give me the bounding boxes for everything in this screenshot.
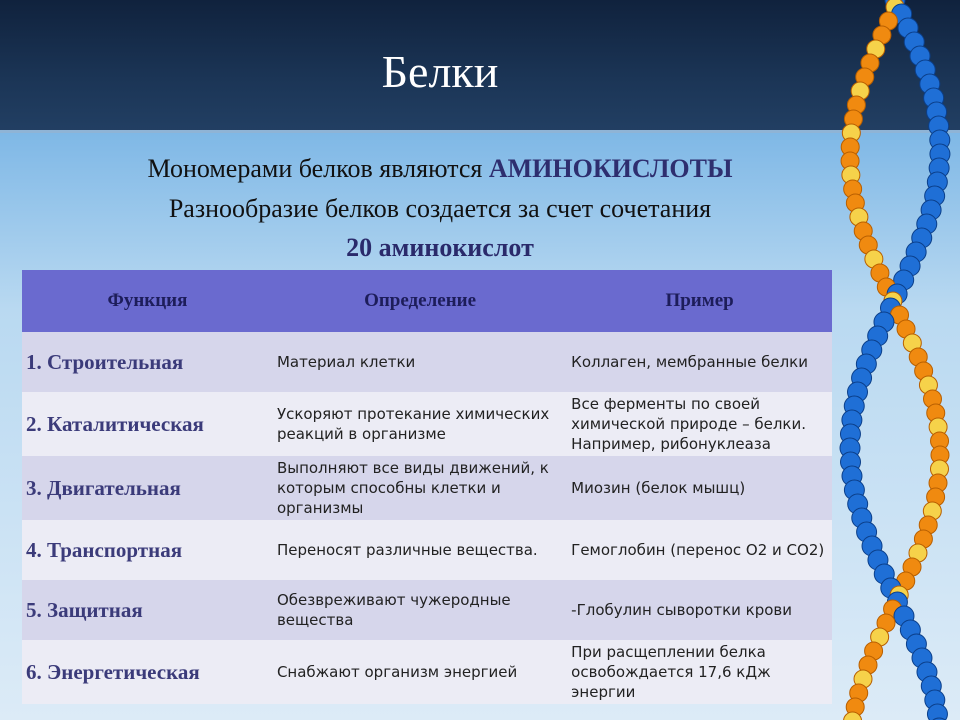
function-cell: 6. Энергетическая	[22, 640, 273, 704]
definition-cell: Обезвреживают чужеродные вещества	[273, 580, 567, 640]
function-cell: 2. Каталитическая	[22, 392, 273, 456]
table-row	[22, 392, 832, 456]
definition-cell: Снабжают организм энергией	[273, 640, 567, 704]
helix-bead	[927, 704, 947, 720]
function-cell: 3. Двигательная	[22, 456, 273, 520]
function-cell: 5. Защитная	[22, 580, 273, 640]
intro-line-1-emphasis: АМИНОКИСЛОТЫ	[488, 154, 733, 183]
example-cell: Все ферменты по своей химической природе – белки. Например, рибонуклеаза	[567, 392, 832, 456]
title-divider	[0, 130, 960, 133]
example-cell: -Глобулин сыворотки крови	[567, 580, 832, 640]
definition-cell: Выполняют все виды движений, к которым способны клетки и организмы	[273, 456, 567, 520]
header-function: Функция	[22, 270, 273, 332]
definition-cell: Переносят различные вещества.	[273, 520, 567, 580]
table-row	[22, 580, 832, 640]
table-header-row	[22, 270, 832, 332]
definition-cell: Ускоряют протекание химических реакций в организме	[273, 392, 567, 456]
example-cell: Гемоглобин (перенос О2 и СО2)	[567, 520, 832, 580]
intro-line-3-text: 20 аминокислот	[346, 233, 534, 262]
intro-line-2: Разнообразие белков создается за счет сочетания	[168, 194, 712, 223]
slide-title: Белки	[381, 46, 499, 97]
header-example: Пример	[567, 270, 832, 332]
table-row	[22, 456, 832, 520]
dna-helix-image	[830, 0, 960, 720]
header-definition: Определение	[273, 270, 567, 332]
table-row	[22, 520, 832, 580]
example-cell: Миозин (белок мышц)	[567, 456, 832, 520]
protein-functions-table	[22, 270, 832, 704]
function-cell: 1. Строительная	[22, 332, 273, 392]
table-row	[22, 640, 832, 704]
definition-cell: Материал клетки	[273, 332, 567, 392]
function-cell: 4. Транспортная	[22, 520, 273, 580]
example-cell: При расщеплении белка освобождается 17,6 кДж энергии	[567, 640, 832, 704]
intro-line-1-text: Мономерами белков являются	[147, 154, 489, 183]
intro-line-3	[0, 233, 880, 263]
example-cell: Коллаген, мембранные белки	[567, 332, 832, 392]
intro-line-1	[0, 154, 880, 184]
table-row	[22, 332, 832, 392]
